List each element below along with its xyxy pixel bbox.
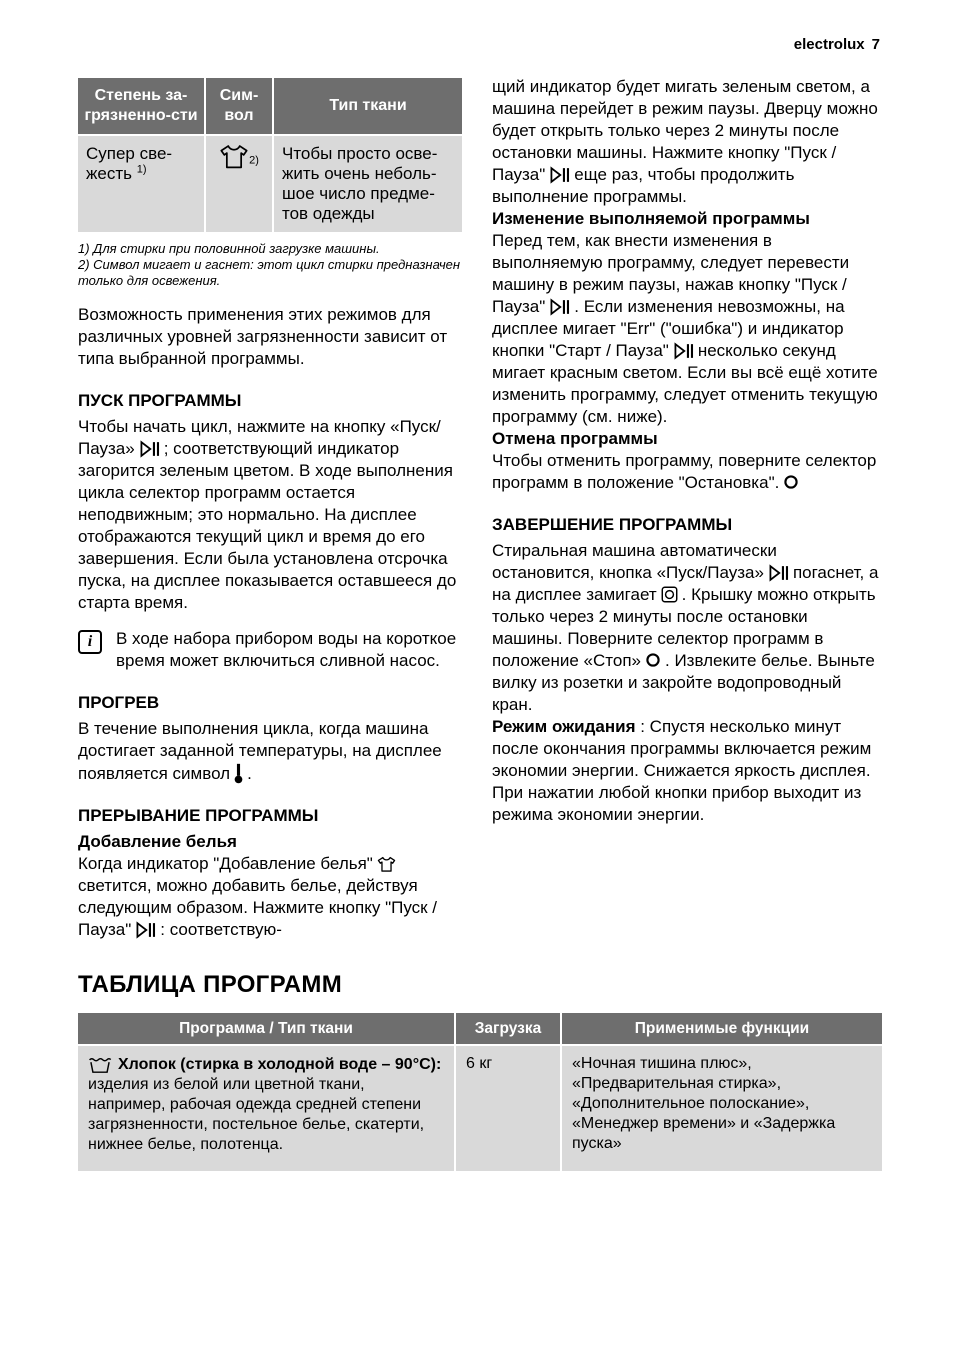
text-segment: : соответствую- [160,920,282,939]
text-segment: Чтобы начать цикл, нажмите на кнопку «Пуск/Пауза» [78,417,441,458]
text-segment: Когда индикатор "Добавление белья" [78,854,373,873]
program-table-header-row [78,1013,882,1044]
right-column [492,76,882,941]
continuation-paragraph [492,76,882,208]
intro-paragraph: Возможность применения этих режимов для различных уровней загрязненности зависит от типа выбранной программы. [78,305,448,368]
start-pause-icon [768,564,789,582]
text-segment: погаснет, а на дисплее замигает [492,563,879,604]
cancel-program-paragraph [492,450,882,494]
running-header [794,34,880,56]
text-segment: еще раз, чтобы продолжить выполнение программы. [492,165,795,206]
soil-table-header-row [78,78,462,134]
info-text: В ходе набора прибором воды на короткое время может включиться сливной насос. [116,629,457,670]
program-table [76,1011,884,1173]
interrupt-heading: ПРЕРЫВАНИЕ ПРОГРАММЫ [78,806,319,825]
program-cell-functions: «Ночная тишина плюс», «Предварительная стирка», «Дополнительное полоскание», «Менеджер времени» и «Задержка пуска» [562,1046,882,1171]
program-header-functions: Применимые функции [562,1013,882,1044]
start-pause-icon [135,921,156,939]
footnote-ref-1: 1) [136,163,147,176]
text-segment: : Спустя несколько минут после окончания программы включается режим экономии энергии. Снижается яркость дисплея. При нажатии любой кнопки прибор выходит из режима экономии энергии. [492,717,872,824]
text-segment: несколько секунд мигает красным светом. Если вы всё ещё хотите изменить программу, следует отменить текущую программу (см. ниже). [492,341,878,426]
text-segment: . Если изменения невозможны, на дисплее мигает "Err" ("ошибка") и индикатор кнопки "Старт / Пауза" [492,297,845,360]
soil-symbol-cell [206,136,272,232]
start-pause-icon [549,166,570,184]
soil-level-table [76,76,464,234]
footnote-2: 2) Символ мигает и гаснет: этот цикл стирки предназначен только для освежения. [78,257,461,288]
program-header-load: Загрузка [456,1013,560,1044]
soil-degree-cell [78,136,204,232]
text-segment: Чтобы отменить программу, поверните селектор программ в положение "Остановка". [492,451,877,492]
info-icon: i [78,630,102,654]
text-segment: Стиральная машина автоматически остановится, кнопка «Пуск/Пауза» [492,541,777,582]
change-program-subheading: Изменение выполняемой программы [492,209,810,228]
page-number: 7 [871,36,880,53]
soil-header-symbol: Сим-вол [206,78,272,134]
stop-position-icon [645,652,661,668]
brand-logo-text: electrolux [793,36,865,53]
start-pause-icon [673,342,694,360]
change-program-paragraph [492,230,882,428]
standby-label: Режим ожидания [492,717,636,736]
start-heading: ПУСК ПРОГРАММЫ [78,391,242,410]
program-header-name: Программа / Тип ткани [78,1013,454,1044]
footnote-ref-2: 2) [249,154,259,167]
standby-paragraph [492,716,882,826]
footnotes [78,241,462,289]
soil-table-row [78,136,462,232]
finish-paragraph [492,540,882,716]
text-segment: щий индикатор будет мигать зеленым светом, а машина перейдет в режим паузы. Дверцу можно будет открыть только через 2 минуты после остановки машины. Нажмите кнопку "Пуск / Пауза" [492,77,878,184]
info-box [78,628,462,672]
add-laundry-paragraph [78,853,462,941]
start-paragraph [78,416,462,614]
add-laundry-subheading: Добавление белья [78,832,237,851]
cotton-wash-icon [88,1054,112,1074]
text-segment: В течение выполнения цикла, когда машина достигает заданной температуры, на дисплее появляется символ [78,719,442,783]
two-column-layout [78,76,882,941]
soil-fabric-cell: Чтобы просто осве-жить очень неболь-шое число предме-тов одежды [274,136,462,232]
soil-header-fabric: Тип ткани [274,78,462,134]
add-laundry-icon [377,856,396,873]
program-cell-name [78,1046,454,1171]
text-segment: ; соответствующий индикатор загорится зеленым цветом. В ходе выполнения цикла селектор программ остается неподвижным; это нормально. На дисплее отображаются текущий цикл и время до его завершения. Если была установлена отсрочка пуска, на дисплее показывается оставшееся до старта время. [78,439,457,612]
warmup-heading: ПРОГРЕВ [78,693,160,712]
program-name: Хлопок (стирка в холодной воде – 90°C): [118,1056,442,1073]
program-cell-load: 6 кг [456,1046,560,1171]
text-segment: . Крышку можно открыть только через 2 минуты после остановки машины. Поверните селектор программ в положение «Стоп» [492,585,876,670]
door-icon [661,586,678,603]
text-segment: . Извлеките белье. Выньте вилку из розетки и закройте водопроводный кран. [492,651,875,714]
start-pause-icon [139,440,160,458]
text-segment: светится, можно добавить белье, действуя следующим образом. Нажмите кнопку "Пуск / Пауза" [78,876,438,939]
warmup-paragraph [78,718,462,785]
shirt-icon [219,144,249,170]
program-description: изделия из белой или цветной ткани, например, рабочая одежда средней степени загрязненности, постельное белье, скатерти, нижнее белье, полотенца. [88,1076,425,1153]
soil-header-degree: Степень за-грязненно-сти [78,78,204,134]
text-segment: . [247,764,252,783]
left-column [78,76,462,941]
stop-position-icon [783,474,799,490]
finish-heading: ЗАВЕРШЕНИЕ ПРОГРАММЫ [492,515,733,534]
cancel-program-subheading: Отмена программы [492,429,658,448]
thermometer-icon [233,762,244,784]
programs-section-title: ТАБЛИЦА ПРОГРАММ [78,971,342,998]
text-segment: Перед тем, как внести изменения в выполняемую программу, следует перевести машину в режим паузы, нажав кнопку "Пуск / Пауза" [492,231,850,316]
soil-degree-text: Супер све-жесть [86,144,173,183]
footnote-1: 1) Для стирки при половинной загрузке машины. [78,241,380,256]
start-pause-icon [549,298,570,316]
program-table-row [78,1046,882,1171]
